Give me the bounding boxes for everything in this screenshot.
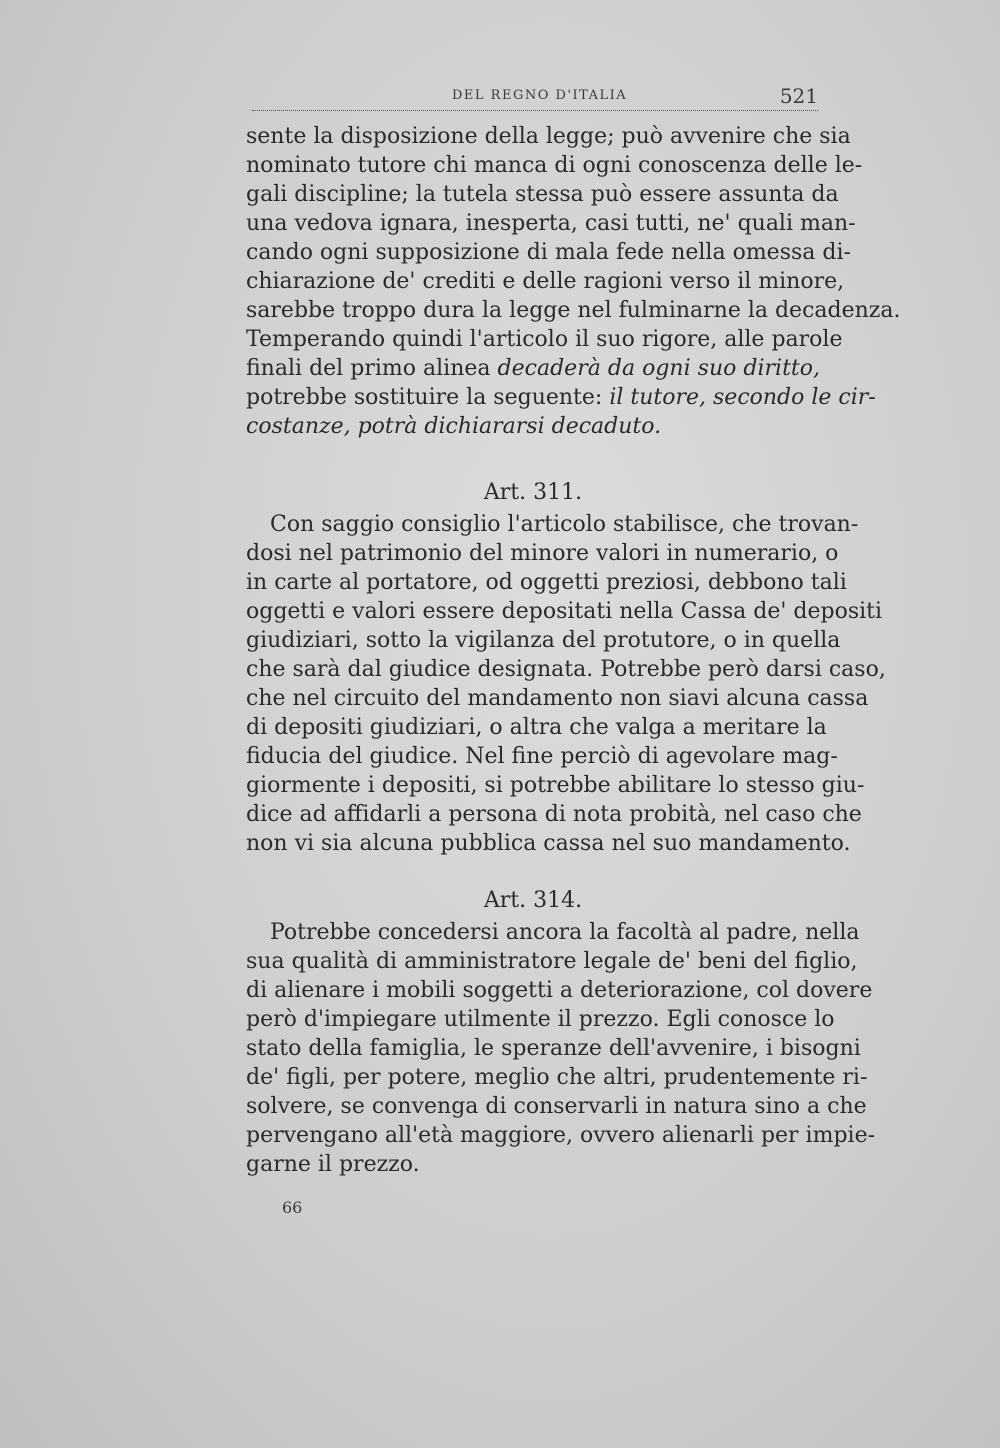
header-rule — [252, 110, 818, 111]
page-header — [252, 84, 818, 110]
article-314-paragraph — [246, 918, 876, 1179]
text-run: potrebbe sostituire la seguente: — [246, 385, 610, 410]
text-line: una vedova ignara, inesperta, casi tutti, ne' quali man- — [246, 211, 856, 236]
text-line: nominato tutore chi manca di ogni conoscenza delle le- — [246, 153, 863, 178]
text-line: sente la disposizione della legge; può avvenire che sia — [246, 124, 851, 149]
text-line: gali discipline; la tutela stessa può essere assunta da — [246, 182, 839, 207]
text-line: solvere, se convenga di conservarli in natura sino a che — [246, 1094, 867, 1119]
text-line: fiducia del giudice. Nel fine perciò di agevolare mag- — [246, 744, 838, 769]
continuation-paragraph — [246, 122, 901, 441]
text-line: de' figli, per potere, meglio che altri, prudentemente ri- — [246, 1065, 868, 1090]
text-line: pervengano all'età maggiore, ovvero alienarli per impie- — [246, 1123, 876, 1148]
text-line: non vi sia alcuna pubblica cassa nel suo mandamento. — [246, 831, 851, 856]
text-line — [246, 383, 876, 412]
text-line: giudiziari, sotto la vigilanza del protutore, o in quella — [246, 628, 841, 653]
text-line: in carte al portatore, od oggetti preziosi, debbono tali — [246, 570, 847, 595]
text-line: Con saggio consiglio l'articolo stabilisce, che trovan- — [270, 512, 859, 537]
text-line: sua qualità di amministratore legale de' beni del figlio, — [246, 949, 858, 974]
text-line: cando ogni supposizione di mala fede nella omessa di- — [246, 240, 851, 265]
text-line: Temperando quindi l'articolo il suo rigore, alle parole — [246, 327, 843, 352]
page-number: 521 — [779, 84, 818, 108]
text-line: garne il prezzo. — [246, 1152, 420, 1177]
italic-quote: costanze, potrà dichiararsi decaduto. — [246, 414, 662, 439]
article-heading: Art. 314. — [483, 888, 583, 913]
text-line: sarebbe troppo dura la legge nel fulminarne la decadenza. — [246, 298, 901, 323]
text-line: però d'impiegare utilmente il prezzo. Egli conosce lo — [246, 1007, 835, 1032]
article-311-paragraph — [246, 510, 886, 858]
running-head: DEL REGNO D'ITALIA — [452, 88, 628, 103]
article-heading: Art. 311. — [483, 480, 583, 505]
text-line — [246, 412, 820, 441]
text-line: dice ad affidarli a persona di nota probità, nel caso che — [246, 802, 862, 827]
text-line: di depositi giudiziari, o altra che valga a meritare la — [246, 715, 827, 740]
text-line — [246, 354, 820, 383]
text-line: stato della famiglia, le speranze dell'avvenire, i bisogni — [246, 1036, 861, 1061]
text-line: chiarazione de' crediti e delle ragioni verso il minore, — [246, 269, 845, 294]
italic-quote: il tutore, secondo le cir- — [609, 385, 876, 410]
text-line: Potrebbe concedersi ancora la facoltà al padre, nella — [270, 920, 860, 945]
text-line: che nel circuito del mandamento non siavi alcuna cassa — [246, 686, 869, 711]
signature-mark: 66 — [282, 1198, 303, 1217]
text-line: che sarà dal giudice designata. Potrebbe però darsi caso, — [246, 657, 886, 682]
text-line: giormente i depositi, si potrebbe abilitare lo stesso giu- — [246, 773, 865, 798]
text-line: di alienare i mobili soggetti a deteriorazione, col dovere — [246, 978, 873, 1003]
text-line: oggetti e valori essere depositati nella Cassa de' depositi — [246, 599, 883, 624]
text-run: finali del primo alinea — [246, 356, 498, 381]
text-line: dosi nel patrimonio del minore valori in numerario, o — [246, 541, 839, 566]
italic-quote: decaderà da ogni suo diritto, — [497, 356, 820, 381]
